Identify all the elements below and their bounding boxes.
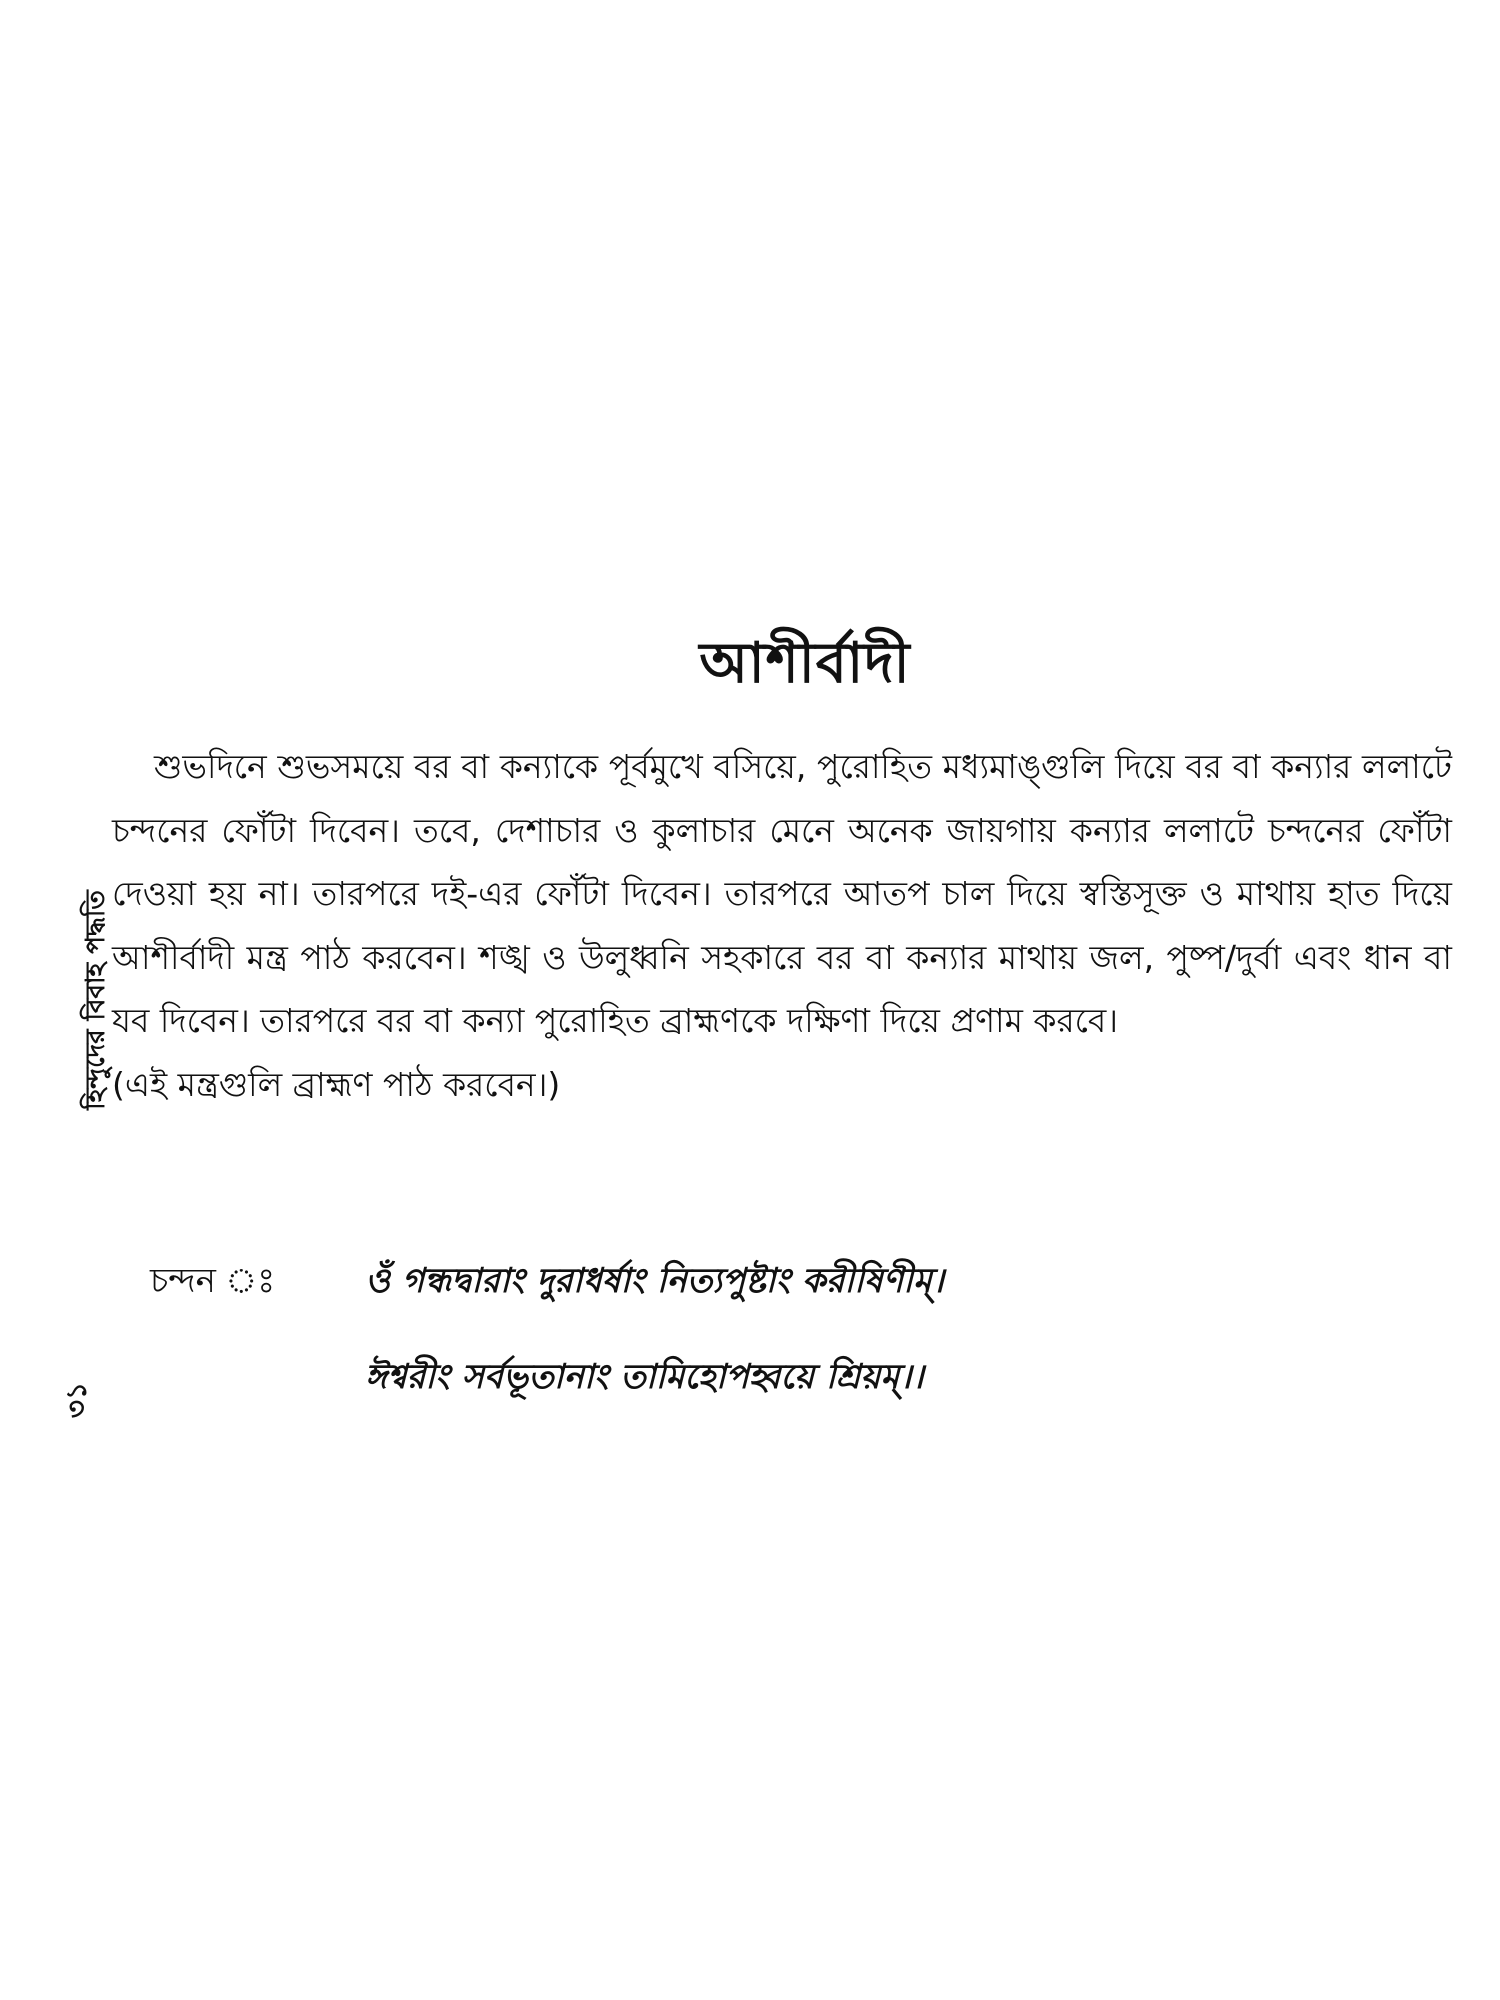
mantra-row-1	[150, 1255, 1400, 1351]
mantra-block	[150, 1255, 1400, 1447]
section-title: আশীর্বাদী	[699, 631, 911, 696]
mantra-line-2: ঈশ্বরীং সর্বভূতানাং তামিহোপহ্বয়ে শ্রিয়ম্।।	[365, 1357, 924, 1397]
mantra-row-2	[150, 1351, 1400, 1447]
body-text	[112, 735, 1452, 1116]
instruction-paragraph: শুভদিনে শুভসময়ে বর বা কন্যাকে পূর্বমুখে বসিয়ে, পুরোহিত মধ্যমাঙ্গুলি দিয়ে বর বা কন্যার ললাটে চন্দনের ফোঁটা দিবেন। তবে, দেশাচার ও কুলাচার মেনে অনেক জায়গায় কন্যার ললাটে চন্দনের ফোঁটা দেওয়া হয় না। তারপরে দই-এর ফোঁটা দিবেন। তারপরে আতপ চাল দিয়ে স্বস্তিসূক্ত ও মাথায় হাত দিয়ে আশীর্বাদী মন্ত্র পাঠ করবেন। শঙ্খ ও উলুধ্বনি সহকারে বর বা কন্যার মাথায় জল, পুষ্প/দুর্বা এবং ধান বা যব দিবেন। তারপরে বর বা কন্যা পুরোহিত ব্রাহ্মণকে দক্ষিণা দিয়ে প্রণাম করবে।	[112, 747, 1452, 1040]
mantra-line-1: ওঁ গন্ধদ্বারাং দুরাধর্ষাং নিত্যপুষ্টাং করীষিণীম্।	[365, 1261, 944, 1301]
mantra-note: (এই মন্ত্রগুলি ব্রাহ্মণ পাঠ করবেন।)	[112, 1064, 561, 1104]
page-number: ৩১	[60, 1381, 93, 1419]
running-title-text: হিন্দুদের বিবাহ পদ্ধতি	[81, 890, 111, 1110]
running-title	[20, 890, 111, 1110]
mantra-label: চন্দন ঃ	[150, 1261, 276, 1301]
